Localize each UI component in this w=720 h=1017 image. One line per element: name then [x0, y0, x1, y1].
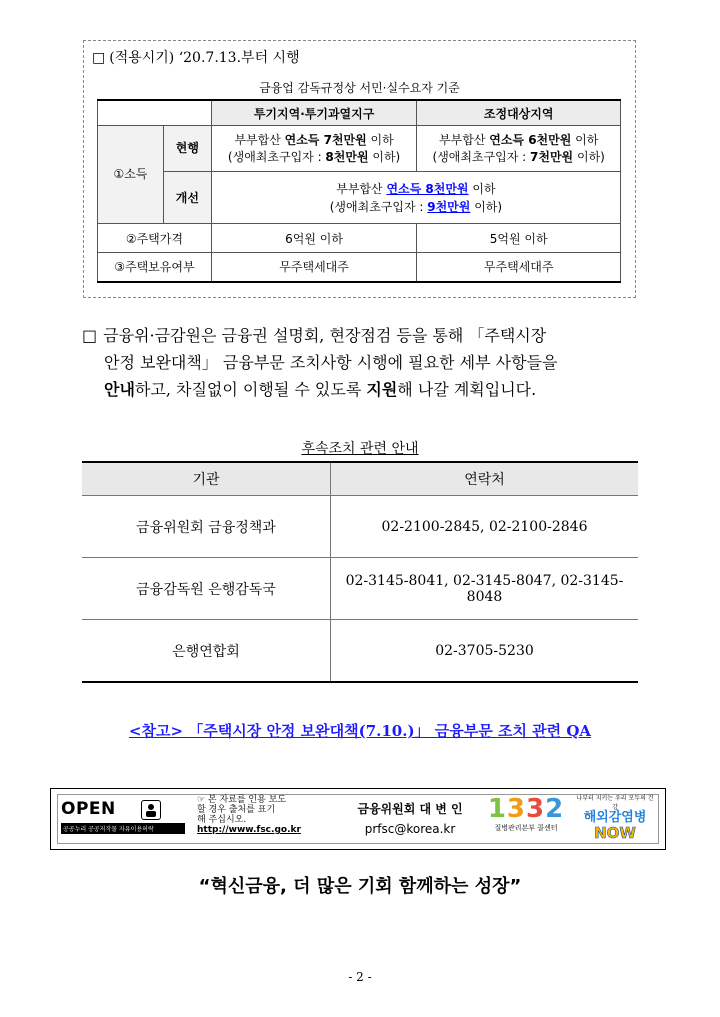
para-line-3: 안내하고, 차질없이 이행될 수 있도록 지원해 나갈 계획입니다.	[104, 380, 537, 399]
now-small-text: 나부터 지키는 우리 모두의 건강	[576, 795, 654, 811]
apply-period	[92, 47, 300, 67]
checkbox-mark-icon: □	[82, 326, 98, 345]
header-blank	[98, 100, 212, 126]
open-license-logo	[61, 799, 179, 837]
row-income-label: ①소득	[98, 126, 164, 224]
slogan: “혁신금융, 더 많은 기회 함께하는 성장”	[198, 876, 522, 897]
contact-table	[82, 461, 638, 683]
callcenter-logo: 1332 질병관리본부 콜센터	[487, 794, 565, 832]
footer-banner	[50, 788, 666, 850]
table-row	[82, 558, 638, 620]
reference-link[interactable]: <참고> 「주택시장 안정 보완대책(7.10.)」 금융부문 조치 관련 QA	[128, 722, 592, 740]
open-logo-subtitle: 공공누리 공공저작물 자유이용허락	[61, 823, 185, 834]
para-line-2: 안정 보완대책」 금융부문 조치사항 시행에 필요한 세부 사항들을	[104, 353, 558, 372]
org-cell: 금융위원회 금융정책과	[82, 496, 331, 558]
org-cell: 금융감독원 은행감독국	[82, 558, 331, 620]
infection-now-logo	[575, 793, 655, 841]
price-speculation: 6억원 이하	[211, 224, 417, 253]
page-number: - 2 -	[348, 970, 372, 984]
org-cell: 은행연합회	[82, 620, 331, 683]
header-org: 기관	[82, 462, 331, 496]
person-icon	[141, 800, 161, 820]
citation-note	[197, 795, 337, 835]
current-speculation: 부부합산 연소득 7천만원 이하 (생애최초구입자 : 8천만원 이하)	[211, 126, 417, 172]
row-owner-label: ③주택보유여부	[98, 253, 212, 282]
spokesperson-info	[341, 799, 479, 839]
body-paragraph	[82, 322, 642, 403]
apply-box	[83, 40, 636, 298]
apply-period-text: (적용시기) ‘20.7.13.부터 시행	[109, 50, 300, 66]
callcenter-caption: 질병관리본부 콜센터	[494, 824, 558, 832]
criteria-table	[97, 99, 621, 283]
header-contact: 연락처	[331, 462, 639, 496]
spokesperson-title: 금융위원회 대 변 인	[357, 802, 463, 816]
sub-current: 현행	[163, 126, 211, 172]
owner-speculation: 무주택세대주	[211, 253, 417, 282]
table-row	[82, 620, 638, 683]
contact-cell: 02-3145-8041, 02-3145-8047, 02-3145-8048	[331, 558, 639, 620]
note-line: ☞ 본 자료를 인용 보도	[197, 795, 287, 805]
checkbox-mark-icon: □	[92, 50, 106, 66]
spokesperson-email[interactable]: prfsc@korea.kr	[364, 822, 456, 836]
fsc-url-link[interactable]: http://www.fsc.go.kr	[197, 825, 301, 835]
criteria-title: 금융업 감독규정상 서민·실수요자 기준	[259, 81, 460, 95]
open-logo-text: OPEN	[61, 799, 116, 819]
header-speculation: 투기지역·투기과열지구	[211, 100, 417, 126]
contact-cell: 02-3705-5230	[331, 620, 639, 683]
price-adjust: 5억원 이하	[417, 224, 621, 253]
para-line-1: 금융위·금감원은 금융권 설명회, 현장점검 등을 통해 「주택시장	[103, 326, 547, 345]
note-line: 할 경우 출처를 표기	[197, 805, 276, 815]
current-adjust: 부부합산 연소득 6천만원 이하 (생애최초구입자 : 7천만원 이하)	[417, 126, 621, 172]
sub-improve: 개선	[163, 172, 211, 224]
note-line: 해 주십시오.	[197, 815, 247, 825]
contact-cell: 02-2100-2845, 02-2100-2846	[331, 496, 639, 558]
now-mid-text: 해외감염병	[583, 810, 647, 825]
owner-adjust: 무주택세대주	[417, 253, 621, 282]
table-row	[82, 496, 638, 558]
followup-title: 후속조치 관련 안내	[301, 441, 419, 457]
now-big-text: NOW	[594, 824, 636, 842]
row-price-label: ②주택가격	[98, 224, 212, 253]
header-adjust: 조정대상지역	[417, 100, 621, 126]
improve-cell: 부부합산 연소득 8천만원 이하 (생애최초구입자 : 9천만원 이하)	[211, 172, 620, 224]
